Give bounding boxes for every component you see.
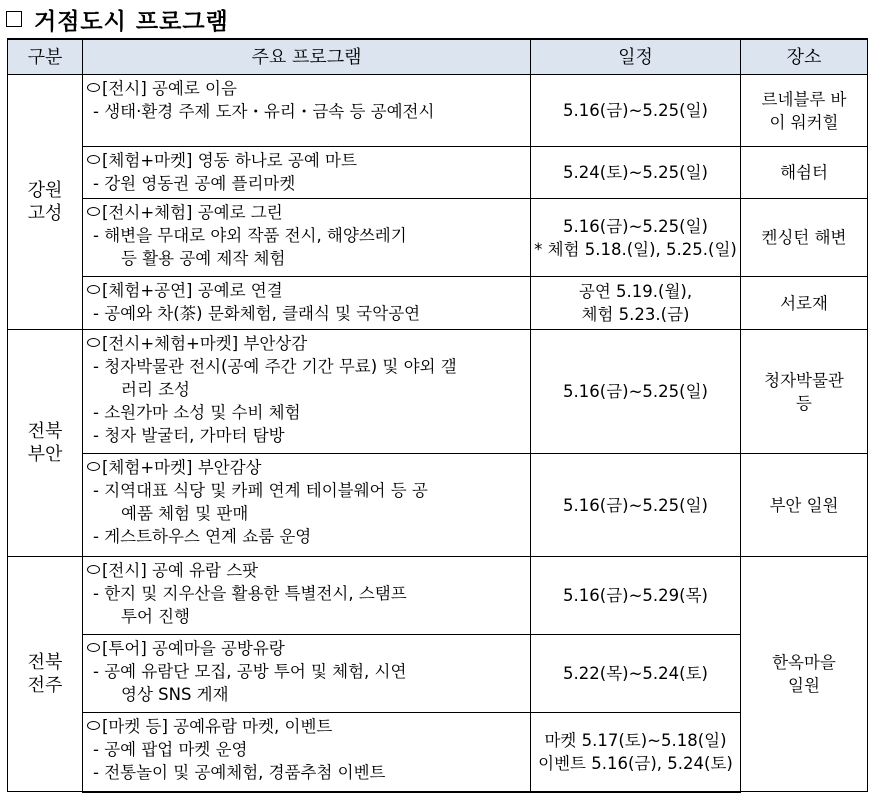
schedule-cell: 5.22(목)~5.24(토) <box>531 635 741 713</box>
header-schedule: 일정 <box>531 39 741 75</box>
program-title: [전시] 공예로 이음 <box>87 77 530 100</box>
place-cell: 해쉼터 <box>741 147 868 199</box>
table-row <box>8 75 868 147</box>
program-cell <box>83 147 531 199</box>
program-title: [체험+마켓] 부안감상 <box>87 456 530 479</box>
region-jeonbuk-jeonju: 전북 전주 <box>8 557 83 792</box>
circle-bullet-icon <box>87 338 100 347</box>
program-detail-continued: 예품 체험 및 판매 <box>121 504 249 523</box>
place-cell: 한옥마을 일원 <box>741 557 868 792</box>
page-title-text: 거점도시 프로그램 <box>34 8 229 35</box>
region-jeonbuk-buan: 전북 부안 <box>8 330 83 557</box>
program-title: [전시] 공예 유람 스팟 <box>87 559 530 582</box>
schedule-cell: 5.16(금)~5.25(일) * 체험 5.18.(일), 5.25.(일) <box>531 199 741 277</box>
schedule-cell: 5.16(금)~5.29(목) <box>531 557 741 635</box>
program-cell <box>83 557 531 635</box>
header-place: 장소 <box>741 39 868 75</box>
program-detail: - 전통놀이 및 공예체험, 경품추첨 이벤트 <box>93 763 386 782</box>
table-row <box>8 330 868 454</box>
program-detail: - 강원 영동권 공예 플리마켓 <box>93 174 296 193</box>
program-cell <box>83 635 531 713</box>
program-cell <box>83 330 531 454</box>
program-detail: - 게스트하우스 연계 쇼룸 운영 <box>93 527 312 546</box>
program-detail-continued: 영상 SNS 게재 <box>121 685 229 704</box>
table-row <box>8 557 868 635</box>
table-row <box>8 454 868 557</box>
program-title: [투어] 공예마을 공방유랑 <box>87 637 530 660</box>
program-detail: - 생태·환경 주제 도자・유리・금속 등 공예전시 <box>93 102 435 121</box>
circle-bullet-icon <box>87 207 100 216</box>
circle-bullet-icon <box>87 643 100 652</box>
schedule-cell: 5.16(금)~5.25(일) <box>531 75 741 147</box>
program-cell <box>83 713 531 792</box>
circle-bullet-icon <box>87 721 100 730</box>
table-row <box>8 713 868 792</box>
header-region: 구분 <box>8 39 83 75</box>
page-title <box>6 4 229 34</box>
program-cell <box>83 199 531 277</box>
program-detail: - 청자 발굴터, 가마터 탐방 <box>93 426 285 445</box>
program-detail: - 한지 및 지우산을 활용한 특별전시, 스탬프 <box>93 584 407 603</box>
program-cell <box>83 75 531 147</box>
circle-bullet-icon <box>87 155 100 164</box>
circle-bullet-icon <box>87 462 100 471</box>
circle-bullet-icon <box>87 83 100 92</box>
header-program: 주요 프로그램 <box>83 39 531 75</box>
program-table <box>7 38 868 793</box>
schedule-cell: 마켓 5.17(토)~5.18(일) 이벤트 5.16(금), 5.24(토) <box>531 713 741 792</box>
place-cell: 부안 일원 <box>741 454 868 557</box>
program-detail: - 해변을 무대로 야외 작품 전시, 해양쓰레기 <box>93 226 407 245</box>
schedule-cell: 공연 5.19.(월), 체험 5.23.(금) <box>531 277 741 330</box>
program-detail: - 지역대표 식당 및 카페 연계 테이블웨어 등 공 <box>93 481 428 500</box>
program-title: [전시+체험+마켓] 부안상감 <box>87 332 530 355</box>
region-gangwon-goseong: 강원 고성 <box>8 75 83 330</box>
schedule-cell: 5.24(토)~5.25(일) <box>531 147 741 199</box>
program-detail-continued: 투어 진행 <box>121 607 191 626</box>
program-detail: - 공예 팝업 마켓 운영 <box>93 740 248 759</box>
program-title: [마켓 등] 공예유람 마켓, 이벤트 <box>87 715 530 738</box>
program-cell <box>83 277 531 330</box>
table-row <box>8 147 868 199</box>
program-detail: - 공예 유람단 모집, 공방 투어 및 체험, 시연 <box>93 662 407 681</box>
schedule-cell: 5.16(금)~5.25(일) <box>531 330 741 454</box>
circle-bullet-icon <box>87 565 100 574</box>
program-detail-continued: 등 활용 공예 제작 체험 <box>121 249 286 268</box>
program-detail: - 청자박물관 전시(공예 주간 기간 무료) 및 야외 갤 <box>93 357 457 376</box>
checkbox-square-icon <box>6 11 22 27</box>
program-detail-continued: 러리 조성 <box>121 380 191 399</box>
table-row <box>8 635 868 713</box>
place-cell: 서로재 <box>741 277 868 330</box>
place-cell: 르네블루 바 이 워커힐 <box>741 75 868 147</box>
table-header-row <box>8 39 868 75</box>
place-cell: 청자박물관 등 <box>741 330 868 454</box>
program-detail: - 소원가마 소성 및 수비 체험 <box>93 403 301 422</box>
program-cell <box>83 454 531 557</box>
place-cell: 켄싱턴 해변 <box>741 199 868 277</box>
circle-bullet-icon <box>87 285 100 294</box>
program-title: [체험+공연] 공예로 연결 <box>87 279 530 302</box>
program-detail: - 공예와 차(茶) 문화체험, 클래식 및 국악공연 <box>93 304 421 323</box>
schedule-cell: 5.16(금)~5.25(일) <box>531 454 741 557</box>
program-title: [전시+체험] 공예로 그린 <box>87 201 530 224</box>
table-row <box>8 199 868 277</box>
program-title: [체험+마켓] 영동 하나로 공예 마트 <box>87 149 530 172</box>
table-row <box>8 277 868 330</box>
